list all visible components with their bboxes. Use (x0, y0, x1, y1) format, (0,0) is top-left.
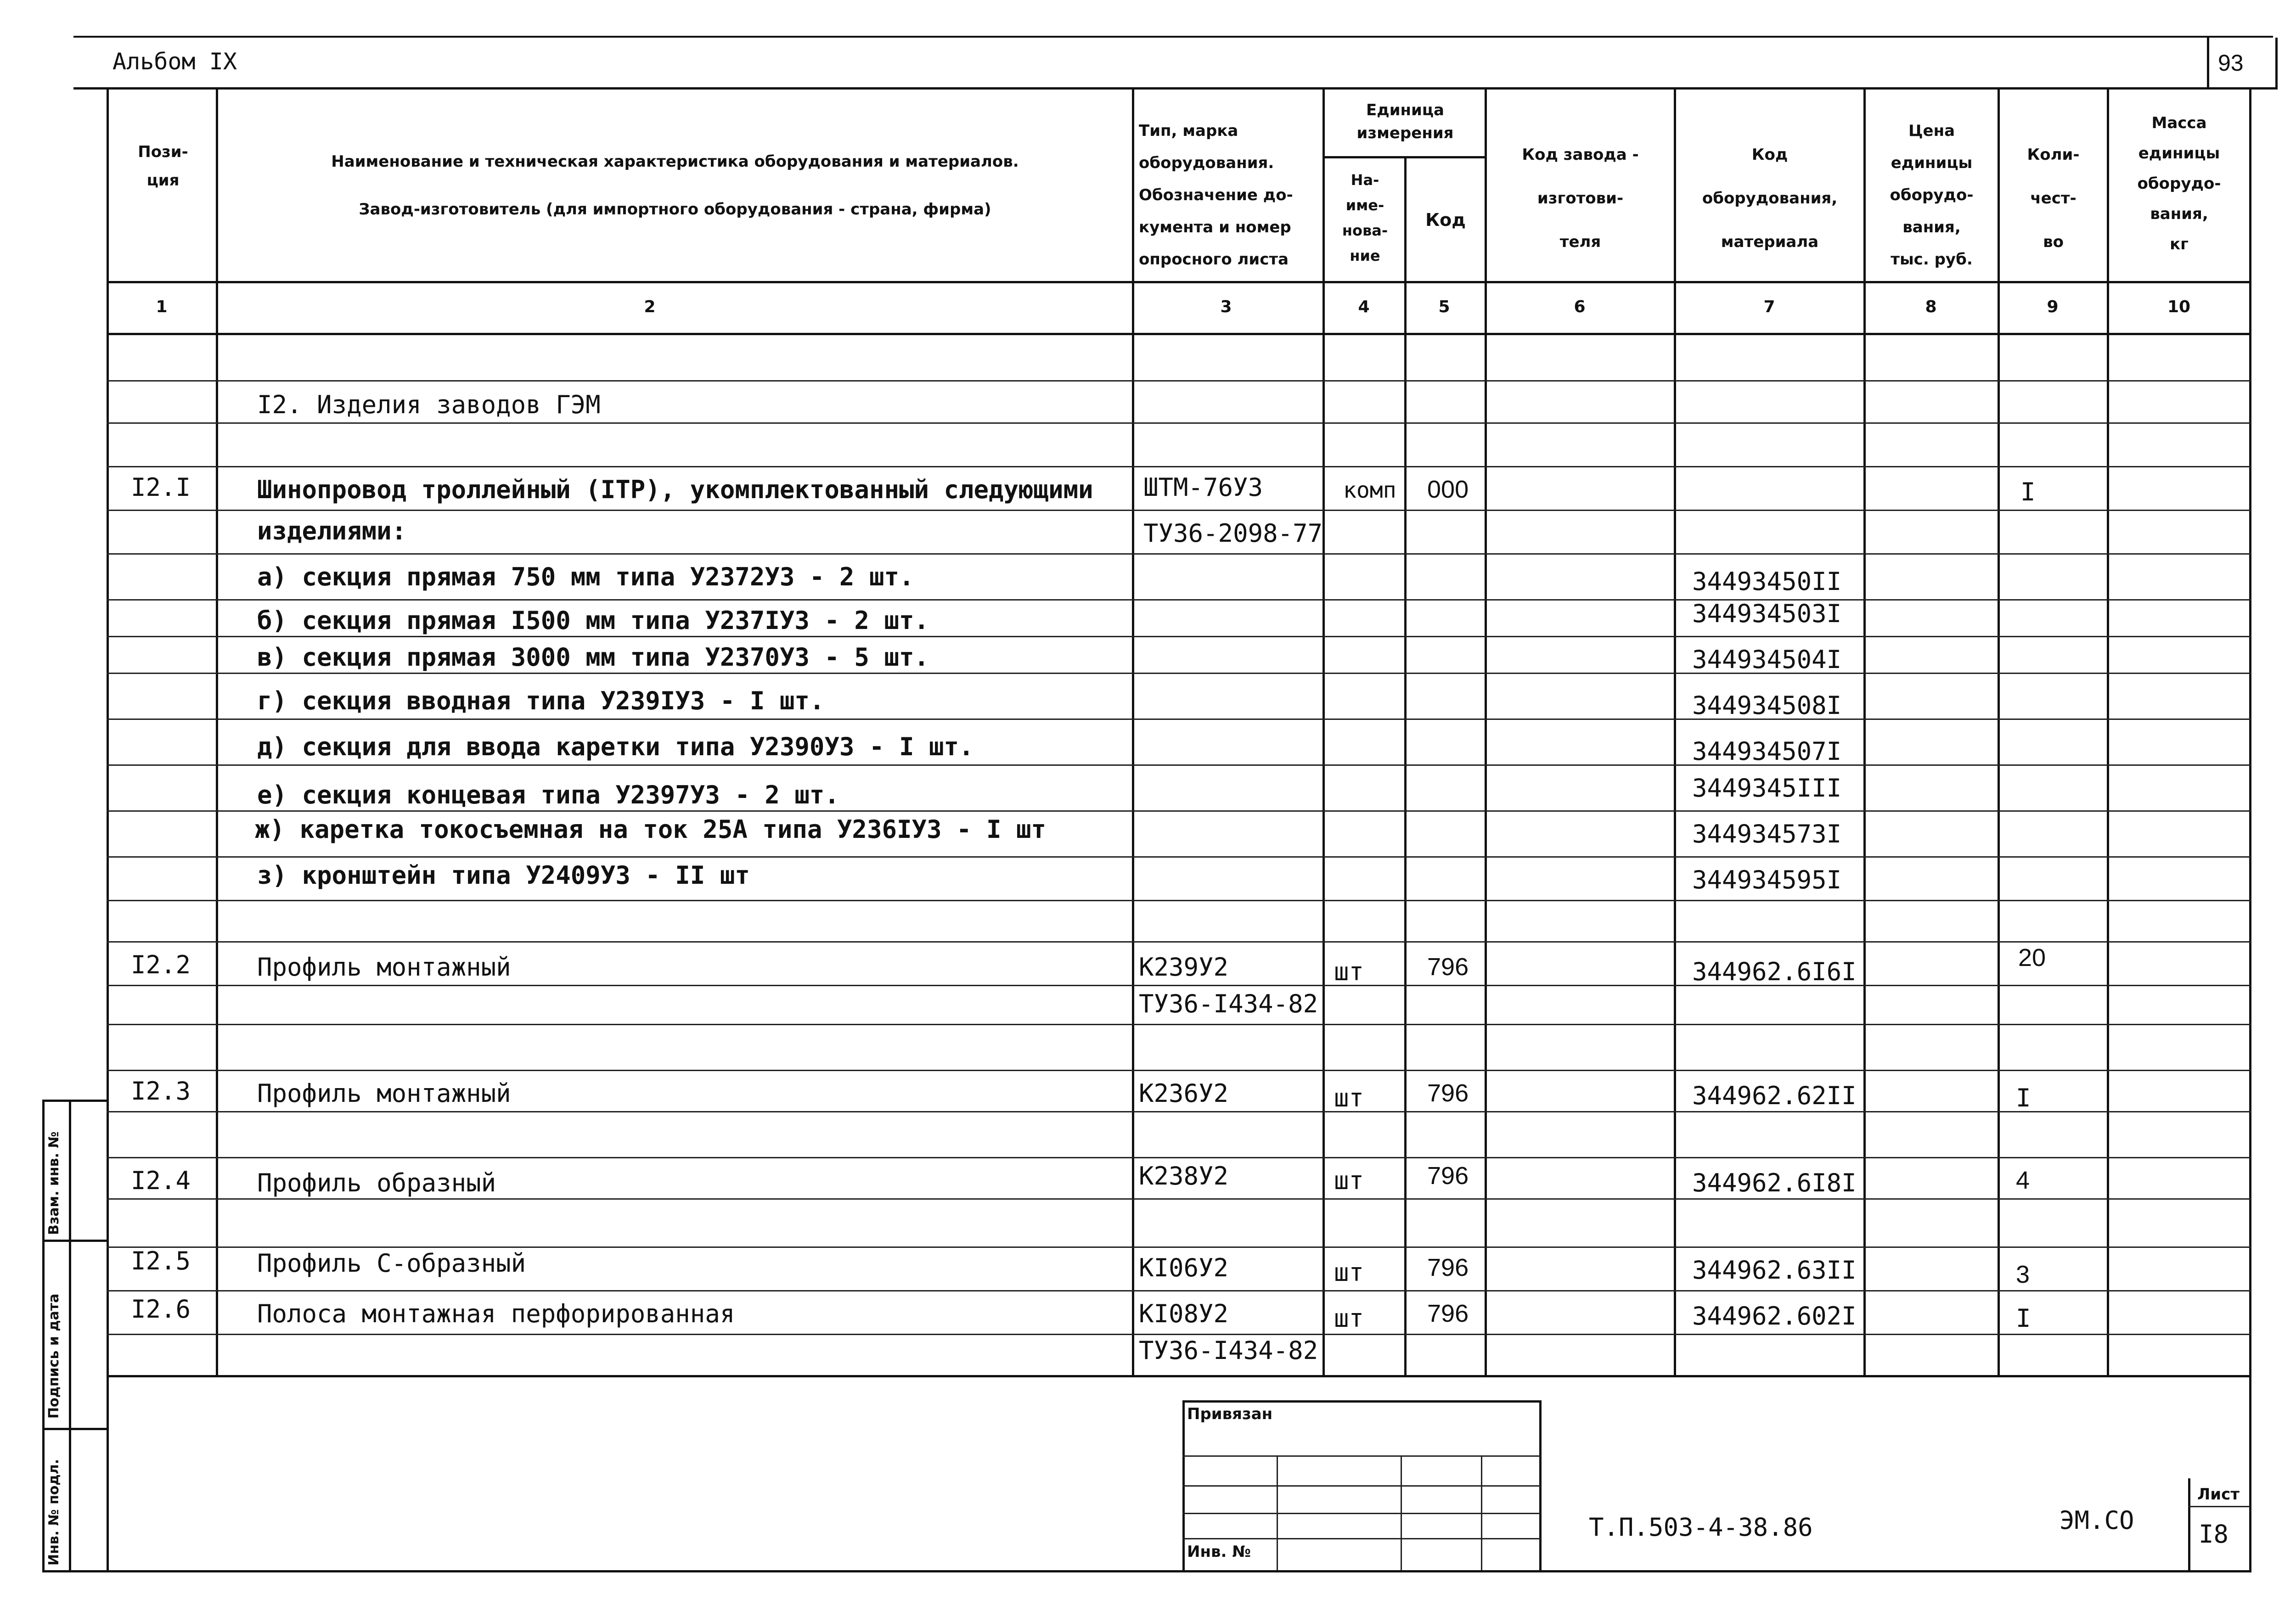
page-number: 93 (2218, 50, 2244, 76)
item-code: 344962.6I6I (1692, 957, 1857, 986)
row-rule (107, 1290, 2251, 1291)
stamp-frame-left (107, 1375, 109, 1572)
item-unit: комп (1343, 477, 1396, 503)
row-rule (107, 856, 2251, 858)
stamp-box-rule (1182, 1485, 1541, 1487)
unit-group-rule (1322, 156, 1486, 158)
item-unit: шт (1334, 1304, 1364, 1333)
pos-12-2: I2.2 (131, 950, 191, 979)
item-qty: I (2020, 477, 2036, 506)
colnum-8: 8 (1925, 298, 1937, 316)
sheet-box-rule (2188, 1506, 2250, 1507)
item-type-spec: ТУ36-2098-77 (1143, 519, 1323, 548)
item-unit-code: 796 (1427, 1162, 1469, 1190)
stamp-box-col (1401, 1455, 1402, 1570)
stamp-box-top (1182, 1400, 1541, 1403)
side-label-inventory: Инв. № подл. (46, 1459, 62, 1566)
stamp-box-rule (1182, 1538, 1541, 1539)
item-name: Профиль монтажный (257, 1079, 511, 1108)
row-rule (107, 810, 2251, 812)
row-rule (107, 1024, 2251, 1025)
item-type: К239У2 (1139, 953, 1229, 982)
item-type: КI06У2 (1139, 1253, 1229, 1282)
page-box-left (2207, 38, 2209, 88)
item-qty: I (2016, 1304, 2031, 1333)
subitem-name: а) секция прямая 750 мм типа У2372У3 - 2 шт. (257, 562, 914, 591)
stamp-bottom-rule (107, 1570, 2251, 1572)
row-rule (107, 466, 2251, 467)
row-rule (107, 636, 2251, 637)
stamp-box-col (1481, 1455, 1482, 1570)
subitem-name: е) секция концевая типа У2397У3 - 2 шт. (257, 780, 839, 809)
sheet-box-left (2188, 1478, 2190, 1571)
col7-header: Код оборудования, материала (1702, 146, 1838, 251)
colnum-4: 4 (1358, 298, 1370, 316)
item-qty: 3 (2016, 1261, 2030, 1288)
row-rule (107, 599, 2251, 601)
col10-header: Масса единицы оборудо- вания, кг (2137, 114, 2221, 253)
subitem-code: 344934504I (1692, 645, 1842, 674)
col8-header: Цена единицы оборудо- вания, тыс. руб. (1890, 122, 1974, 269)
item-unit-code: 796 (1427, 953, 1469, 981)
col1-header: Пози- ция (138, 143, 188, 190)
colnum-5: 5 (1438, 298, 1450, 316)
stamp-frame-right (2249, 1375, 2251, 1572)
subitem-code: 34493450II (1692, 567, 1842, 596)
side-label-signature: Подпись и дата (46, 1293, 62, 1419)
side-strip-left (42, 1100, 45, 1572)
row-rule (107, 764, 2251, 766)
row-rule (107, 1070, 2251, 1071)
row-rule (107, 1111, 2251, 1112)
sheet-number: I8 (2199, 1520, 2229, 1549)
colnum-1: 1 (156, 298, 168, 316)
col3-header: Тип, марка оборудования. Обозначение до- кумента и номер опросного листа (1139, 122, 1293, 269)
item-unit-code: 796 (1427, 1079, 1469, 1107)
row-rule (107, 1246, 2251, 1248)
side-label-replace: Взам. инв. № (46, 1131, 62, 1235)
subitem-code: 344934508I (1692, 691, 1842, 720)
item-type-spec: ТУ36-I434-82 (1139, 989, 1318, 1018)
item-type: К238У2 (1139, 1162, 1229, 1190)
item-name: Профиль образный (257, 1168, 496, 1197)
colnum-rule (107, 333, 2251, 335)
subitem-code: 344934503I (1692, 599, 1842, 628)
stamp-privyazan: Привязан (1187, 1405, 1273, 1423)
subitem-name: б) секция прямая I500 мм типа У237IУ3 - 2 шт. (257, 606, 929, 635)
album-label: Альбом IX (113, 48, 237, 75)
col5-header: Код (1425, 210, 1466, 230)
document-code: Т.П.503-4-38.86 (1589, 1513, 1813, 1542)
section-title: I2. Изделия заводов ГЭМ (257, 390, 601, 419)
item-name: Шинопровод троллейный (ITP), укомплектованный следующими (257, 475, 1093, 504)
col4-header: На- име- нова- ние (1342, 171, 1388, 264)
unit-group-header: Единица измерения (1356, 101, 1454, 142)
item-unit: шт (1334, 1258, 1364, 1287)
item-name: Полоса монтажная перфорированная (257, 1299, 735, 1328)
subitem-name: з) кронштейн типа У2409У3 - II шт (257, 861, 750, 890)
table-bottom-rule (107, 1375, 2251, 1377)
row-rule (107, 1334, 2251, 1335)
colnum-9: 9 (2047, 298, 2059, 316)
pos-12-5: I2.5 (131, 1246, 191, 1275)
colnum-7: 7 (1763, 298, 1775, 316)
pos-12-6: I2.6 (131, 1295, 191, 1324)
stamp-box-rule (1182, 1455, 1541, 1457)
colnum-2: 2 (644, 298, 656, 316)
item-unit-code: 000 (1427, 476, 1469, 503)
header-rule (107, 281, 2251, 283)
row-rule (107, 1198, 2251, 1200)
item-name-cont: изделиями: (257, 516, 407, 545)
row-rule (107, 510, 2251, 511)
item-type: КI08У2 (1139, 1299, 1229, 1328)
side-rule (42, 1100, 107, 1102)
subitem-code: 344934507I (1692, 737, 1842, 766)
row-rule (107, 422, 2251, 424)
row-rule (107, 380, 2251, 382)
side-strip-inner (69, 1100, 71, 1572)
item-type-spec: ТУ36-I434-82 (1139, 1336, 1318, 1365)
subitem-code: 3449345III (1692, 774, 1842, 803)
row-rule (107, 673, 2251, 674)
colnum-6: 6 (1574, 298, 1586, 316)
subitem-code: 344934573I (1692, 820, 1842, 848)
colnum-10: 10 (2167, 298, 2191, 316)
header-bottom-rule (73, 87, 2278, 90)
row-rule (107, 719, 2251, 720)
item-type: ШТМ-76У3 (1143, 473, 1263, 502)
side-rule (42, 1570, 107, 1572)
sheet-label: Лист (2197, 1485, 2240, 1504)
subitem-name: в) секция прямая 3000 мм типа У2370У3 - 5 шт. (257, 643, 929, 672)
col9-header: Коли- чест- во (2027, 146, 2080, 251)
page-box-right (2275, 38, 2278, 88)
top-rule (73, 36, 2273, 38)
stamp-box-rule (1182, 1513, 1541, 1514)
subitem-name: г) секция вводная типа У239IУ3 - I шт. (257, 686, 825, 715)
pos-12-1: I2.I (131, 473, 191, 502)
item-code: 344962.63II (1692, 1256, 1857, 1285)
pos-12-4: I2.4 (131, 1166, 191, 1195)
item-qty: I (2016, 1084, 2031, 1112)
item-unit: шт (1334, 1166, 1364, 1195)
col-div-4 (1404, 156, 1407, 1377)
row-rule (107, 941, 2251, 943)
subitem-code: 344934595I (1692, 865, 1842, 894)
stamp-box-col (1277, 1455, 1278, 1570)
row-rule (107, 1157, 2251, 1158)
document-mark: ЭМ.СО (2060, 1506, 2134, 1535)
row-rule (107, 553, 2251, 555)
pos-12-3: I2.3 (131, 1077, 191, 1106)
colnum-3: 3 (1220, 298, 1232, 316)
item-unit-code: 796 (1427, 1254, 1469, 1281)
item-qty: 4 (2016, 1167, 2030, 1194)
subitem-name: д) секция для ввода каретки типа У2390У3 - I шт. (257, 732, 974, 761)
col6-header: Код завода - изготови- теля (1522, 146, 1639, 251)
item-unit: шт (1334, 957, 1364, 986)
item-name: Профиль С-образный (257, 1249, 526, 1278)
row-rule (107, 985, 2251, 986)
subitem-name: ж) каретка токосъемная на ток 25А типа У236IУ3 - I шт (255, 815, 1047, 844)
stamp-inv: Инв. № (1187, 1543, 1251, 1561)
col2-header: Наименование и техническая характеристика оборудования и материалов. Завод-изготовитель (для импортного оборудования - страна, фирма) (331, 152, 1019, 219)
item-code: 344962.62II (1692, 1081, 1857, 1110)
item-code: 344962.6I8I (1692, 1168, 1857, 1197)
side-rule (42, 1428, 107, 1430)
item-unit: шт (1334, 1084, 1364, 1112)
item-code: 344962.602I (1692, 1302, 1857, 1331)
item-unit-code: 796 (1427, 1300, 1469, 1327)
row-rule (107, 900, 2251, 901)
item-type: К236У2 (1139, 1079, 1229, 1108)
item-qty: 20 (2018, 944, 2046, 971)
side-rule (42, 1240, 107, 1242)
item-name: Профиль монтажный (257, 953, 511, 982)
